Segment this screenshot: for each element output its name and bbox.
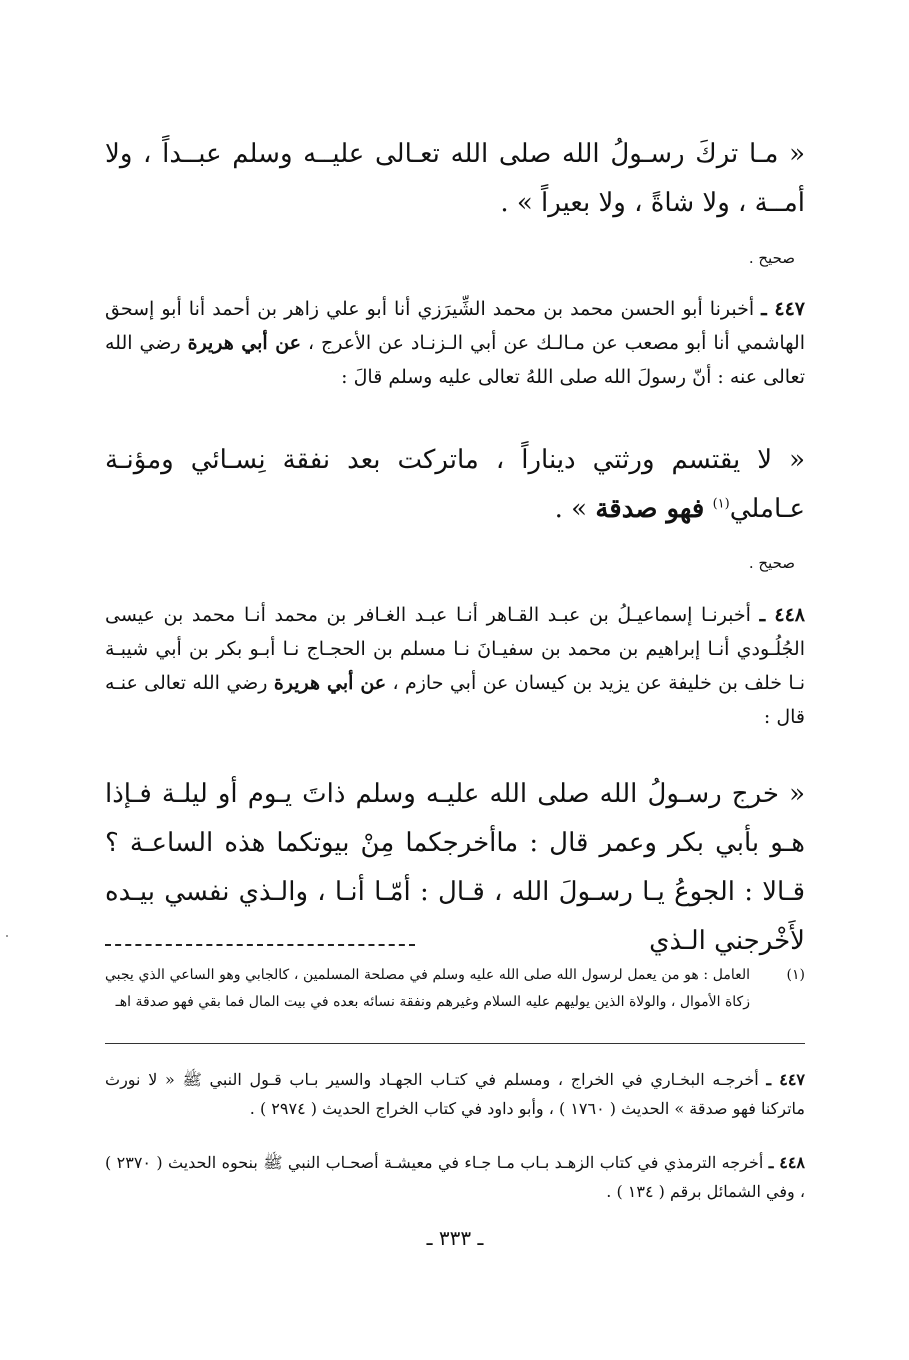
takhrij-448 [105,1148,805,1206]
book-page [105,0,805,1360]
isnad-447-text-before: أخبرنا أبو الحسن محمد بن محمد الشِّيرَزي أنا أبو علي زاهر بن أحمد أنا أبو إسحق الهاشمي أنا أبو مصعب عن مـالـك عن أبي الـزنـاد عن الأعرج ، [105,298,805,354]
hadith-number-447: ٤٤٧ ـ [761,298,805,320]
hadith-447-close: » . [554,494,596,524]
hadith-447-text: « لا يقتسم ورثتي ديناراً ، ماتركت بعد نفقة نِسـائي ومؤنـة عـاملي [105,445,805,524]
continuation-dashed-divider [105,944,415,946]
isnad-447-text-after: رضي الله تعالى عنه : أنّ رسولَ الله صلى اللهُ تعالى عليه وسلم قالَ : [105,332,805,388]
takhrij-448-number: ٤٤٨ ـ [768,1153,806,1172]
isnad-448-text-after: رضي الله تعالى عنـه قال : [105,672,805,728]
isnad-447-narrator: عن أبي هريرة [187,332,302,354]
takhrij-447-text: أخرجـه البخـاري في الخراج ، ومسلم في كتـاب الجهـاد والسير بـاب قـول النبي ﷺ « لا نورث ماتركنا فهو صدقة » الحديث ( ١٧٦٠ ) ، وأبو داود في كتاب الخراج الحديث ( ٢٩٧٤ ) . [105,1070,805,1118]
hadith-447 [105,436,805,534]
hadith-447-ending: فهو صدقة [595,494,705,524]
isnad-448-text-before: أخبرنـا إسماعيـلُ بن عبـد القـاهر أنـا عبـد الغـافر بن محمد أنـا محمد بن عيسى الجُلُـودي أنـا إبراهيم بن محمد بن سفيـانَ نـا مسلم بن الحجـاج نـا أبـو بكر بن أبي شيبـة نـا خلف بن خليفة عن يزيد بن كيسان عن أبي حازم ، [105,604,805,694]
takhrij-447-number: ٤٤٧ ـ [766,1070,806,1089]
footnote-1-text: العامل : هو من يعمل لرسول الله صلى الله عليه وسلم في مصلحة المسلمين ، كالجابي وهو الساعي الذي يجبي زكاة الأموال ، والولاة الذين يوليهم عليه السلام وغيرهم ونفقة نسائه بعده في بيت المال فما بقي فهو صدقة اهـ [105,967,750,1010]
takhrij-447 [105,1065,805,1123]
footnote-ref-1[interactable]: (١) [712,496,730,512]
footnote-1-number: (١) [786,967,805,983]
isnad-447 [105,292,805,394]
grade-sahih-1: صحيح . [748,249,795,267]
takhrij-448-text: أخرجه الترمذي في كتاب الزهـد بـاب مـا جـاء في معيشـة أصحـاب النبي ﷺ بنحوه الحديث ( ٢٣٧٠ ) ، وفي الشمائل برقم ( ١٣٤ ) . [105,1153,805,1201]
page-number: ـ ٣٣٣ ـ [426,1226,484,1250]
footnotes-divider [105,1043,805,1044]
isnad-448 [105,598,805,734]
isnad-448-narrator: عن أبي هريرة [273,672,387,694]
hadith-446-text: « مـا تركَ رسـولُ الله صلى الله تعـالى عليــه وسلم عبــداً ، ولا أمــة ، ولا شاةً ، ولا بعيراً » . [105,139,805,218]
hadith-448-text: « خرج رسـولُ الله صلى الله عليـه وسلم ذاتَ يـوم أو ليلـة فـإذا هـو بأبي بكر وعمر قال : ماأخرجكما مِنْ بيوتكما هذه الساعـة ؟ قـالا : الجوعُ يـا رسـولَ الله ، قـال : أمّـا أنـا ، والـذي نفسي بيـده لأَخْرجني الـذي [105,779,805,956]
footnote-1 [105,962,805,1016]
margin-speck [6,935,8,937]
hadith-number-448: ٤٤٨ ـ [759,604,805,626]
grade-sahih-2: صحيح . [748,554,795,572]
